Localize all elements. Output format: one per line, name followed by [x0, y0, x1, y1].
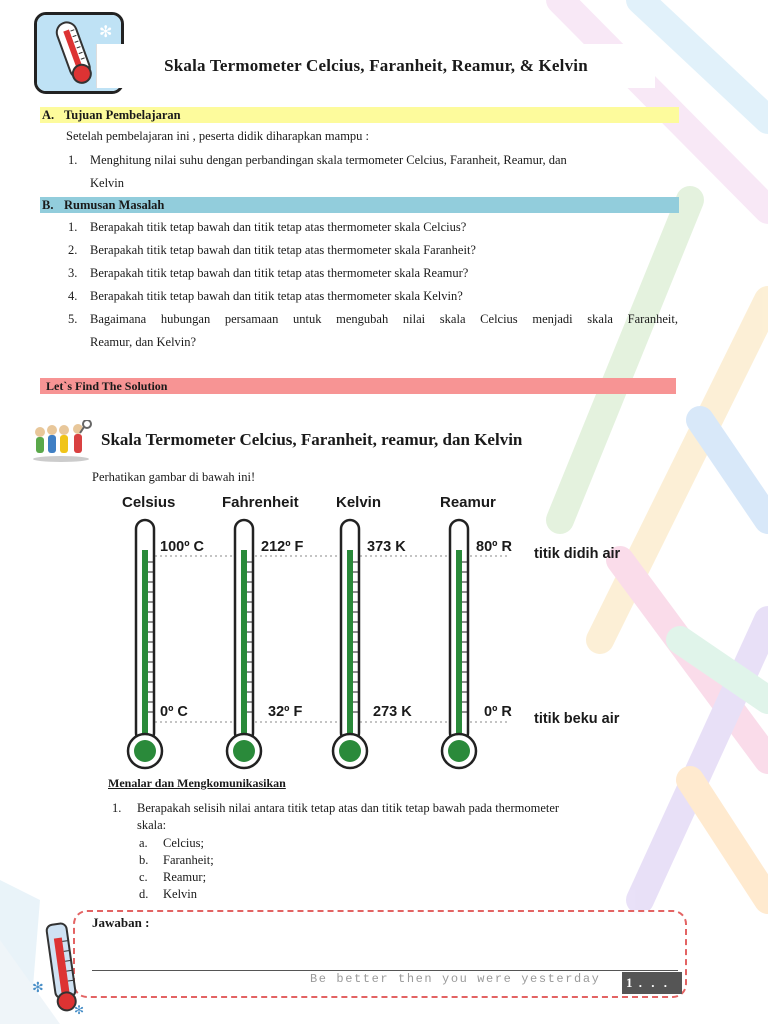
kelvin-top-value: 373 K [367, 539, 406, 555]
thermometer-diagram [110, 492, 650, 777]
section-a-header [40, 107, 679, 123]
svg-text:✻: ✻ [99, 24, 113, 41]
footer-divider [92, 970, 678, 971]
fahrenheit-top-value: 212º F [261, 539, 304, 555]
svg-text:✻: ✻ [32, 981, 44, 996]
list-text: Berapakah titik tetap bawah dan titik tetap atas thermometer skala Kelvin? [90, 289, 463, 303]
list-text: Bagaimana hubungan persamaan untuk mengubah nilai skala Celcius menjadi skala Faranheit, [90, 312, 678, 326]
list-item [68, 308, 678, 354]
list-text: Berapakah titik tetap bawah dan titik tetap atas thermometer skala Faranheit? [90, 243, 476, 257]
section-b-header [40, 197, 679, 213]
svg-text:✻: ✻ [74, 1003, 85, 1017]
people-icon [30, 420, 92, 462]
list-number: 1. [68, 153, 78, 167]
option-text: Kelvin [163, 887, 198, 901]
list-number: 4. [68, 289, 78, 303]
list-text-cont: Reamur, dan Kelvin? [90, 335, 197, 349]
section-a-letter: A. [42, 108, 55, 122]
list-item [68, 285, 678, 308]
list-text: Berapakah titik tetap bawah dan titik tetap atas thermometer skala Reamur? [90, 266, 469, 280]
page-title: Skala Termometer Celcius, Faranheit, Reamur, & Kelvin [96, 44, 655, 88]
answer-label: Jawaban : [92, 915, 150, 930]
list-item [68, 149, 678, 195]
list-item [68, 239, 678, 262]
list-number: 1. [68, 220, 78, 234]
boiling-point-label: titik didih air [534, 546, 621, 562]
section-b-title: Rumusan Masalah [64, 198, 165, 212]
option-letter: c. [139, 870, 148, 884]
list-item [68, 262, 678, 285]
freezing-point-label: titik beku air [534, 711, 620, 727]
solution-bar: Let`s Find The Solution [40, 378, 676, 394]
reamur-bottom-value: 0º R [484, 704, 512, 720]
list-item [68, 216, 678, 239]
option-text: Faranheit; [163, 853, 214, 867]
scale-name-reamur: Reamur [440, 494, 496, 511]
list-text: Menghitung nilai suhu dengan perbandingan skala termometer Celcius, Faranheit, Reamur, dan [90, 153, 567, 167]
thermometer-figure [110, 492, 650, 777]
celsius-bottom-value: 0º C [160, 704, 188, 720]
page-number-value: 1 [626, 975, 633, 990]
celsius-top-value: 100º C [160, 539, 204, 555]
page-number-dots: . . . [632, 975, 670, 990]
section-b-letter: B. [42, 198, 54, 212]
reamur-thermometer [442, 520, 476, 768]
option-letter: b. [139, 853, 149, 867]
option-text: Celcius; [163, 836, 204, 850]
list-number: 5. [68, 312, 78, 326]
section-a-title: Tujuan Pembelajaran [64, 108, 181, 122]
scale-name-kelvin: Kelvin [336, 494, 382, 511]
scale-name-celsius: Celsius [122, 494, 176, 511]
list-text-cont: Kelvin [90, 176, 125, 190]
question-text-cont: skala: [137, 818, 167, 832]
list-text: Berapakah titik tetap bawah dan titik tetap atas thermometer skala Celcius? [90, 220, 467, 234]
option-text: Reamur; [163, 870, 207, 884]
list-number: 3. [68, 266, 78, 280]
option-letter: a. [139, 836, 148, 850]
section-subtitle: Skala Termometer Celcius, Faranheit, reamur, dan Kelvin [101, 430, 523, 449]
reamur-top-value: 80º R [476, 539, 512, 555]
question-number: 1. [112, 801, 122, 815]
list-number: 2. [68, 243, 78, 257]
fahrenheit-thermometer [227, 520, 261, 768]
footer-motto: Be better then you were yesterday [310, 972, 601, 986]
figure-intro: Perhatikan gambar di bawah ini! [92, 470, 256, 484]
footer-thermometer-icon [30, 918, 90, 1018]
kelvin-thermometer [333, 520, 367, 768]
page-number [622, 972, 682, 994]
scale-name-fahrenheit: Fahrenheit [222, 494, 299, 511]
celsius-thermometer [128, 520, 162, 768]
section-a-intro: Setelah pembelajaran ini , peserta didik diharapkan mampu : [66, 129, 370, 143]
reasoning-heading: Menalar dan Mengkomunikasikan [108, 776, 286, 790]
fahrenheit-bottom-value: 32º F [268, 704, 303, 720]
question-text: Berapakah selisih nilai antara titik tetap atas dan titik tetap bawah pada thermometer [137, 801, 560, 815]
kelvin-bottom-value: 273 K [373, 704, 412, 720]
option-letter: d. [139, 887, 149, 901]
